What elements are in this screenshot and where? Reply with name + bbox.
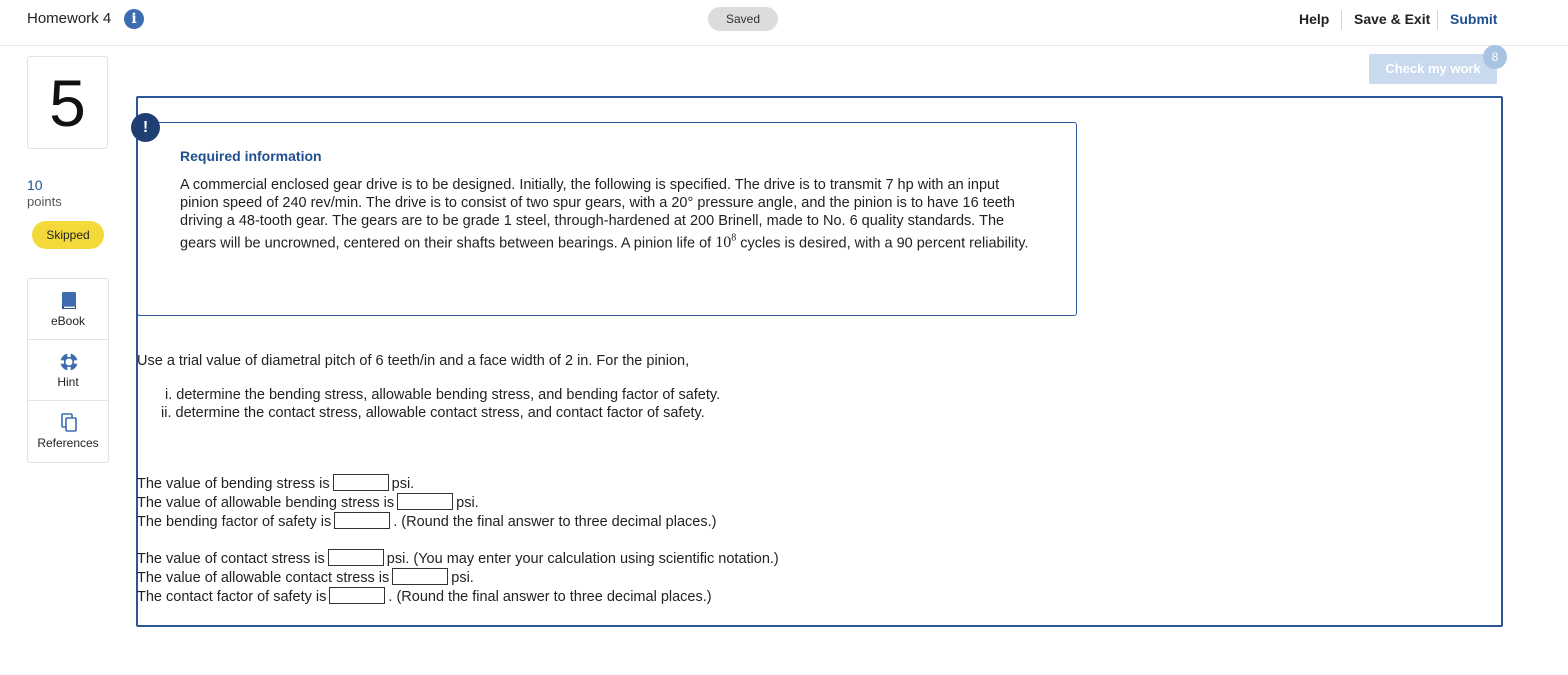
skipped-status-badge: Skipped [32, 221, 104, 249]
answer-suffix: . (Round the final answer to three decimal places.) [393, 514, 717, 530]
answer-row-bending-stress [137, 474, 414, 494]
contact-stress-input[interactable] [328, 549, 384, 566]
info-icon[interactable]: i [124, 9, 144, 29]
answer-suffix: . (Round the final answer to three decimal places.) [388, 589, 712, 605]
answer-label: The value of contact stress is [137, 551, 325, 567]
answer-label: The value of allowable bending stress is [137, 495, 395, 511]
instruction-item: i. determine the bending stress, allowable bending stress, and bending factor of safety. [165, 387, 721, 403]
answer-label: The value of allowable contact stress is [137, 570, 390, 586]
tools-panel [27, 278, 109, 463]
bending-stress-input[interactable] [333, 474, 389, 491]
required-information-title: Required information [180, 148, 322, 164]
check-my-work-button[interactable]: Check my work [1369, 54, 1497, 84]
pinion-life-math [715, 234, 736, 251]
allowable-contact-stress-input[interactable] [392, 568, 448, 585]
answer-row-contact-factor-of-safety [137, 587, 712, 607]
instruction-item: ii. determine the contact stress, allowable contact stress, and contact factor of safety. [161, 405, 705, 421]
allowable-bending-stress-input[interactable] [397, 493, 453, 510]
bending-factor-of-safety-input[interactable] [334, 512, 390, 529]
nav-divider [1341, 10, 1342, 30]
answer-label: The value of bending stress is [137, 476, 330, 492]
points-value: 10 [27, 177, 43, 193]
answer-suffix: psi. [391, 476, 415, 492]
references-label: References [37, 436, 99, 450]
answer-row-contact-stress [137, 549, 779, 569]
nav-divider [1437, 10, 1438, 30]
answer-suffix: psi. (You may enter your calculation using scientific notation.) [386, 551, 779, 567]
answer-row-allowable-bending-stress [137, 493, 479, 513]
contact-factor-of-safety-input[interactable] [329, 587, 385, 604]
answer-suffix: psi. [451, 570, 474, 586]
math-base: 10 [715, 234, 732, 252]
answer-label: The bending factor of safety is [137, 514, 332, 530]
documents-icon [59, 413, 79, 433]
submit-link[interactable]: Submit [1450, 11, 1498, 27]
hint-label: Hint [57, 375, 79, 389]
lifebuoy-icon [59, 352, 79, 372]
answer-suffix: psi. [456, 495, 479, 511]
points-label: points [27, 194, 62, 209]
required-information-text [180, 176, 1040, 252]
hint-button[interactable] [28, 340, 108, 401]
answer-row-allowable-contact-stress [137, 568, 474, 588]
book-icon [59, 291, 79, 311]
save-exit-link[interactable]: Save & Exit [1354, 11, 1431, 27]
check-attempts-badge: 8 [1483, 45, 1507, 69]
assignment-title: Homework 4 [27, 10, 112, 27]
exclamation-icon: ! [131, 113, 160, 142]
saved-status-badge: Saved [708, 7, 778, 31]
question-prompt: Use a trial value of diametral pitch of 6 teeth/in and a face width of 2 in. For the pinion, [137, 353, 690, 369]
answer-label: The contact factor of safety is [137, 589, 327, 605]
required-text-end: cycles is desired, with a 90 percent reliability. [736, 235, 1029, 252]
help-link[interactable]: Help [1299, 11, 1330, 27]
ebook-button[interactable] [28, 279, 108, 340]
required-text-start: A commercial enclosed gear drive is to be designed. Initially, the following is specified. The drive is to transmit 7 hp with an input pinion speed of 240 rev/min. The drive is to consist of two spur gears, with a 20° pressure angle, and the pinion is to have 16 teeth driving a 48-tooth gear. The gears are to be grade 1 steel, through-hardened at 200 Brinell, made to No. 6 quality standards. The gears will be uncrowned, centered on their shafts between bearings. A pinion life of [180, 177, 1015, 252]
question-number: 5 [27, 56, 108, 149]
math-exponent: 8 [731, 233, 737, 244]
top-bar [0, 0, 1568, 46]
ebook-label: eBook [50, 314, 86, 328]
answer-row-bending-factor-of-safety [137, 512, 716, 532]
references-button[interactable] [28, 401, 108, 462]
